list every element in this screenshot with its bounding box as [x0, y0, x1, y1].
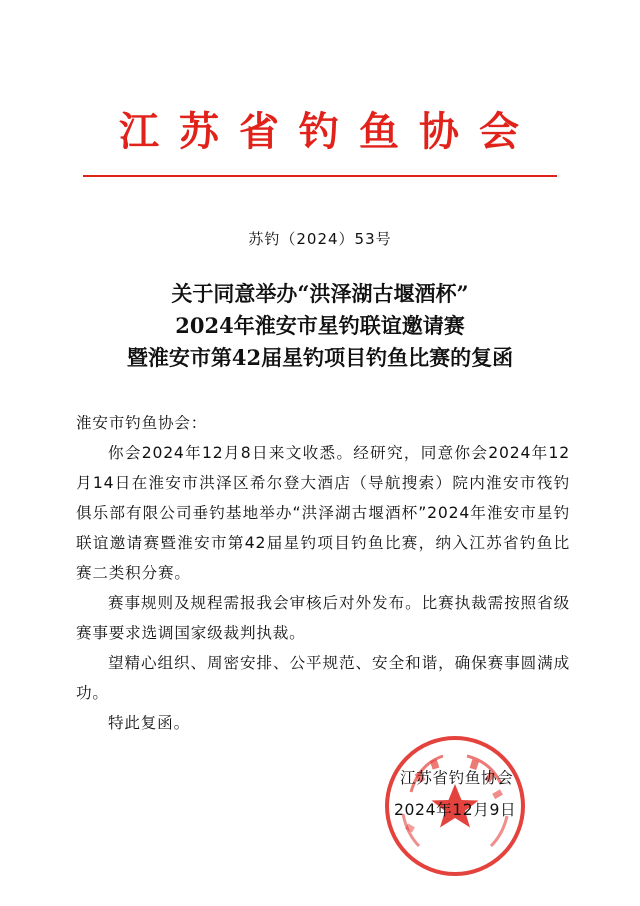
document-body: [76, 408, 570, 738]
signature-block: [394, 762, 517, 826]
body-paragraph: 特此复函。: [108, 714, 190, 732]
body-paragraph: 望精心组织、周密安排、公平规范、安全和谐，确保赛事圆满成功。: [76, 654, 570, 702]
document-number: 苏钓（2024）53号: [248, 230, 392, 248]
letterhead-red-rule: [83, 175, 557, 177]
letterhead-title: 江苏省钓鱼协会: [119, 108, 539, 155]
document-title-line: 关于同意举办“洪泽湖古堰酒杯”: [171, 281, 469, 306]
signature-organization: 江苏省钓鱼协会: [400, 769, 514, 787]
document-title-line: 2024年淮安市星钓联谊邀请赛: [175, 313, 465, 338]
body-paragraph: 你会2024年12月8日来文收悉。经研究，同意你会2024年12月14日在淮安市洪泽区希尔登大酒店（导航搜索）院内淮安市筏钓俱乐部有限公司垂钓基地举办“洪泽湖古堰酒杯”2024年淮安市星钓联谊邀请赛暨淮安市第42届星钓项目钓鱼比赛，纳入江苏省钓鱼比赛二类积分赛。: [76, 444, 570, 582]
document-title-line: 暨淮安市第42届星钓项目钓鱼比赛的复函: [126, 345, 514, 370]
document-title: [60, 278, 580, 374]
body-paragraph: 赛事规则及规程需报我会审核后对外发布。比赛执裁需按照省级赛事要求选调国家级裁判执裁。: [76, 594, 570, 642]
salutation: 淮安市钓鱼协会：: [76, 414, 208, 432]
signature-date: 2024年12月9日: [394, 801, 517, 819]
